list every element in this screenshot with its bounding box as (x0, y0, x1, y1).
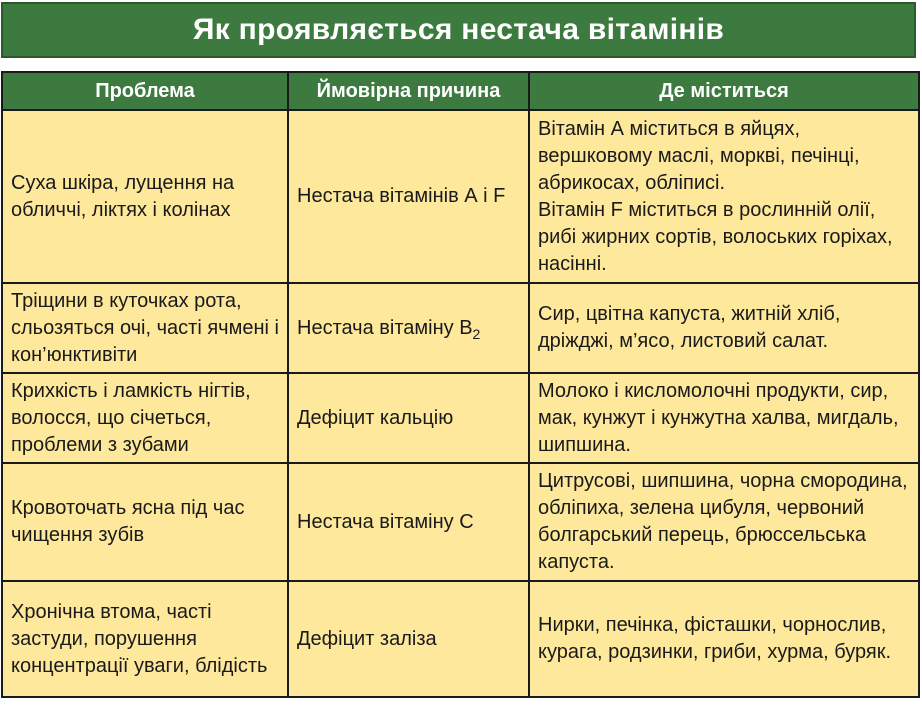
sources-cell: Цитрусові, шипшина, чорна смородина, обліпиха, зелена цибуля, червоний болгарський перець, брюссельська капуста. (529, 463, 919, 581)
column-header-problem: Проблема (2, 72, 288, 110)
problem-cell: Хронічна втома, часті застуди, порушення концентрації уваги, блідість (2, 581, 288, 697)
table-row (2, 463, 919, 581)
sources-text: Вітамін F міститься в рослинній олії, рибі жирних сортів, волоських горіхах, насінні. (538, 198, 893, 275)
problem-cell: Суха шкіра, лущення на обличчі, ліктях і колінах (2, 110, 288, 283)
cause-cell: Дефіцит заліза (288, 581, 529, 697)
table-row (2, 581, 919, 697)
table-header-row (2, 72, 919, 110)
table-row (2, 283, 919, 373)
cause-cell: Нестача вітамінів А і F (288, 110, 529, 283)
sources-cell: Молоко і кисломолочні продукти, сир, мак, кунжут і кунжутна халва, мигдаль, шипшина. (529, 373, 919, 463)
column-header-cause: Ймовірна причина (288, 72, 529, 110)
cause-cell: Нестача вітаміну С (288, 463, 529, 581)
column-header-sources: Де міститься (529, 72, 919, 110)
table-row (2, 373, 919, 463)
cause-cell: Дефіцит кальцію (288, 373, 529, 463)
vitamin-table (1, 71, 920, 698)
page-title: Як проявляється нестача вітамінів (192, 13, 725, 46)
table-row (2, 110, 919, 283)
problem-cell: Кровоточать ясна під час чищення зубів (2, 463, 288, 581)
cause-subscript: 2 (472, 325, 481, 342)
cause-cell (288, 283, 529, 373)
title-bar (1, 2, 916, 58)
problem-cell: Крихкість і ламкість нігтів, волосся, що січеться, проблеми з зубами (2, 373, 288, 463)
problem-cell: Тріщини в куточках рота, сльозяться очі, часті ячмені і кон’юнктивіти (2, 283, 288, 373)
sources-cell: Нирки, печінка, фісташки, чорнослив, курага, родзинки, гриби, хурма, буряк. (529, 581, 919, 697)
sources-text: Вітамін А міститься в яйцях, вершковому маслі, моркві, печінці, абрикосах, обліписі. (538, 117, 860, 194)
cause-text: Нестача вітаміну В (297, 316, 473, 339)
sources-cell (529, 110, 919, 283)
sources-cell: Сир, цвітна капуста, житній хліб, дріжджі, м’ясо, листовий салат. (529, 283, 919, 373)
